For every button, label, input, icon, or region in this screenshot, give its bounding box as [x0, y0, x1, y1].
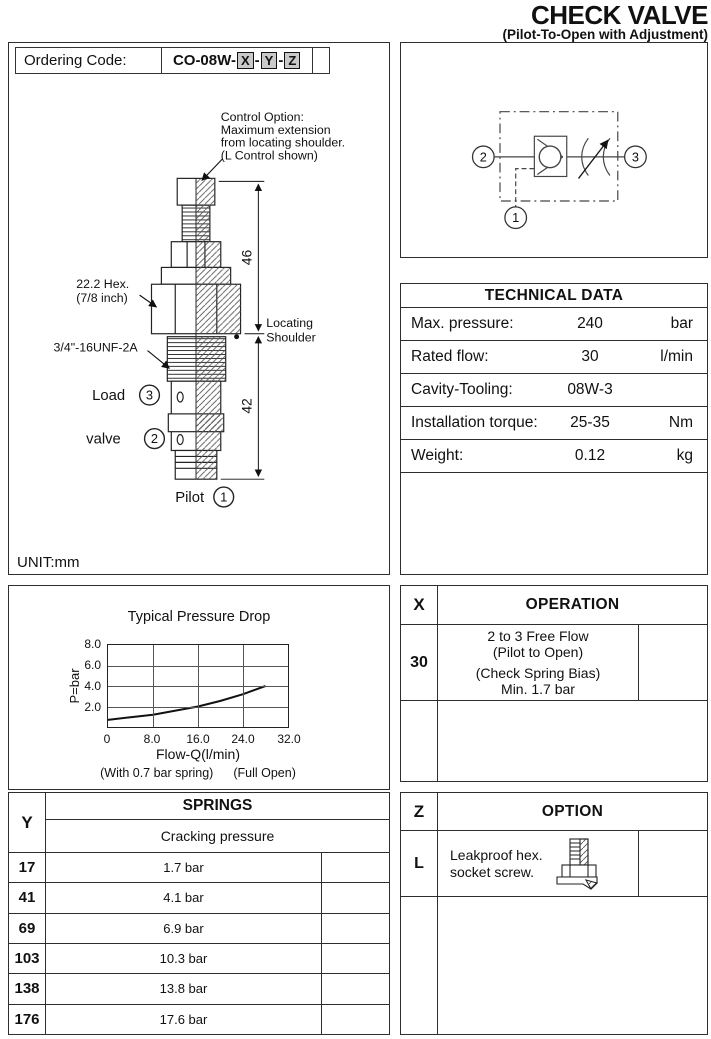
y-tick-label: 8.0 [84, 637, 101, 651]
tech-value: 25-35 [570, 414, 610, 431]
spring-code: 17 [9, 853, 46, 882]
table-row [401, 341, 707, 374]
chart-footnote-spring: (With 0.7 bar spring) [100, 766, 214, 780]
springs-code-header: Y [9, 793, 46, 852]
operation-row-code: 30 [401, 625, 438, 700]
spring-pressure: 4.1 bar [163, 890, 204, 906]
operation-line4: Min. 1.7 bar [501, 681, 575, 697]
tech-unit: l/min [660, 348, 693, 365]
control-note-line4: (L Control shown) [220, 148, 318, 163]
spring-pressure: 10.3 bar [159, 951, 208, 967]
option-empty-area [401, 897, 707, 1034]
tech-value: 0.12 [574, 447, 606, 464]
port-load-label: Load [92, 388, 126, 405]
table-row [9, 1005, 389, 1034]
table-row [9, 883, 389, 913]
spring-empty-cell [321, 1005, 389, 1034]
table-row [401, 407, 707, 440]
hex-label-line2: (7/8 inch) [76, 291, 128, 306]
locating-shoulder-line2: Shoulder [266, 330, 316, 345]
control-note-line2: Maximum extension [220, 122, 331, 137]
operation-title: OPERATION [525, 596, 620, 613]
x-tick-label: 0 [103, 732, 111, 746]
springs-header-row [9, 793, 389, 853]
tech-value: 08W-3 [567, 381, 613, 398]
option-row-description [438, 831, 638, 896]
hex-label-line1: 22.2 Hex. [76, 277, 130, 292]
port-pilot-label: Pilot [175, 489, 205, 506]
tech-label: Rated flow: [411, 348, 489, 365]
x-tick-label: 32.0 [277, 732, 301, 746]
chart-footnote-open: (Full Open) [233, 766, 296, 780]
port-valve-label: valve [86, 431, 121, 448]
spring-code: 41 [9, 883, 46, 912]
port-1-number: 1 [220, 489, 228, 505]
chart-title: Typical Pressure Drop [127, 609, 271, 625]
table-row [401, 308, 707, 341]
tech-label: Max. pressure: [411, 315, 514, 332]
springs-table-panel [8, 792, 390, 1035]
ordering-code-label: Ordering Code: [15, 47, 162, 74]
x-tick-label: 24.0 [231, 732, 255, 746]
chart-plot-area [107, 644, 289, 728]
tech-unit: bar [670, 315, 693, 332]
spring-code: 176 [9, 1005, 46, 1034]
spring-empty-cell [321, 914, 389, 943]
x-tick-label: 8.0 [143, 732, 161, 746]
chart-footnotes [9, 766, 387, 780]
pressure-drop-chart-panel [8, 585, 390, 790]
dim-42-label: 42 [238, 398, 255, 414]
spring-pressure: 1.7 bar [163, 860, 204, 876]
spring-empty-cell [321, 883, 389, 912]
hydraulic-symbol-panel [400, 42, 708, 258]
table-row [9, 914, 389, 944]
ordering-sep: - [254, 52, 260, 69]
spring-pressure: 17.6 bar [159, 1011, 208, 1027]
tech-label: Weight: [411, 447, 464, 464]
port-3-number: 3 [145, 387, 154, 403]
hydraulic-symbol [401, 43, 705, 255]
hex-socket-screw-icon [553, 836, 601, 892]
valve-cross-section-drawing [9, 43, 387, 572]
operation-empty-cell [638, 625, 707, 700]
chart-y-axis-label: P=bar [67, 668, 82, 704]
spring-empty-cell [321, 853, 389, 882]
tech-value: 30 [581, 348, 599, 365]
option-title: OPTION [541, 802, 604, 820]
spring-pressure: 13.8 bar [159, 981, 208, 997]
symbol-port-1-number: 1 [512, 210, 520, 226]
spring-code: 69 [9, 914, 46, 943]
table-row [9, 974, 389, 1004]
symbol-port-3-number: 3 [631, 149, 639, 165]
operation-code-header: X [401, 586, 438, 624]
operation-line3: (Check Spring Bias) [475, 665, 601, 681]
port-2-number: 2 [150, 431, 159, 447]
table-row [401, 440, 707, 473]
ordering-code-x: X [237, 52, 254, 69]
ordering-code-end-cell [312, 47, 330, 74]
option-table-panel [400, 792, 708, 1035]
operation-empty-area [401, 701, 707, 781]
springs-subtitle: Cracking pressure [160, 828, 275, 844]
check-ball [539, 146, 561, 168]
option-line1: Leakproof hex. [450, 846, 543, 863]
ordering-code-value [161, 47, 314, 74]
tech-unit: kg [676, 447, 693, 464]
operation-header-row [401, 586, 707, 625]
operation-line2: (Pilot to Open) [492, 644, 584, 660]
table-row [9, 853, 389, 883]
springs-rows [9, 853, 389, 1034]
spring-pressure: 6.9 bar [163, 920, 204, 936]
table-row [401, 625, 707, 701]
tech-unit: Nm [668, 414, 693, 431]
operation-row-description [438, 625, 638, 700]
tech-value: 240 [577, 315, 603, 332]
tech-label: Installation torque: [411, 414, 538, 431]
option-empty-cell [638, 831, 707, 896]
table-row [401, 374, 707, 407]
symbol-port-2-number: 2 [479, 149, 487, 165]
tech-label: Cavity-Tooling: [411, 381, 513, 398]
thread-label: 3/4"-16UNF-2A [53, 340, 138, 355]
page-title: CHECK VALVE [531, 0, 708, 30]
section-hatching [196, 178, 241, 479]
technical-data-panel [400, 283, 708, 575]
gridline-horizontal [108, 707, 288, 708]
option-code-header: Z [401, 793, 438, 830]
option-header-row [401, 793, 707, 831]
springs-title: SPRINGS [46, 793, 389, 820]
ordering-code-strip [15, 47, 330, 74]
spring-empty-cell [321, 944, 389, 973]
page-subtitle: (Pilot-To-Open with Adjustment) [502, 27, 708, 42]
dim-46-label: 46 [238, 249, 255, 266]
ordering-sep: - [278, 52, 284, 69]
ordering-code-z: Z [284, 52, 300, 69]
control-note-line1: Control Option: [220, 109, 304, 124]
ordering-code-y: Y [261, 52, 278, 69]
control-note-line3: from locating shoulder. [220, 135, 346, 150]
gridline-horizontal [108, 686, 288, 687]
y-tick-label: 2.0 [84, 700, 101, 714]
chart-x-axis-label: Flow-Q(l/min) [156, 746, 240, 762]
technical-data-title: TECHNICAL DATA [401, 284, 707, 308]
y-tick-label: 4.0 [84, 679, 101, 693]
unit-note: UNIT:mm [17, 554, 80, 571]
operation-empty-code-cell [401, 701, 438, 781]
spring-empty-cell [321, 974, 389, 1003]
ordering-code-prefix: CO-08W- [172, 52, 236, 69]
gridline-horizontal [108, 666, 288, 667]
table-row [401, 831, 707, 897]
table-row [9, 944, 389, 974]
spring-code: 138 [9, 974, 46, 1003]
option-empty-code-cell [401, 897, 438, 1034]
operation-table-panel [400, 585, 708, 782]
option-line2: socket screw. [450, 863, 535, 880]
drawing-panel [8, 42, 390, 575]
spring-code: 103 [9, 944, 46, 973]
shoulder-dot [234, 334, 239, 339]
y-tick-label: 6.0 [84, 658, 101, 672]
x-tick-label: 16.0 [186, 732, 210, 746]
option-row-code: L [401, 831, 438, 896]
operation-line1: 2 to 3 Free Flow [487, 628, 589, 644]
locating-shoulder-line1: Locating [266, 315, 314, 330]
